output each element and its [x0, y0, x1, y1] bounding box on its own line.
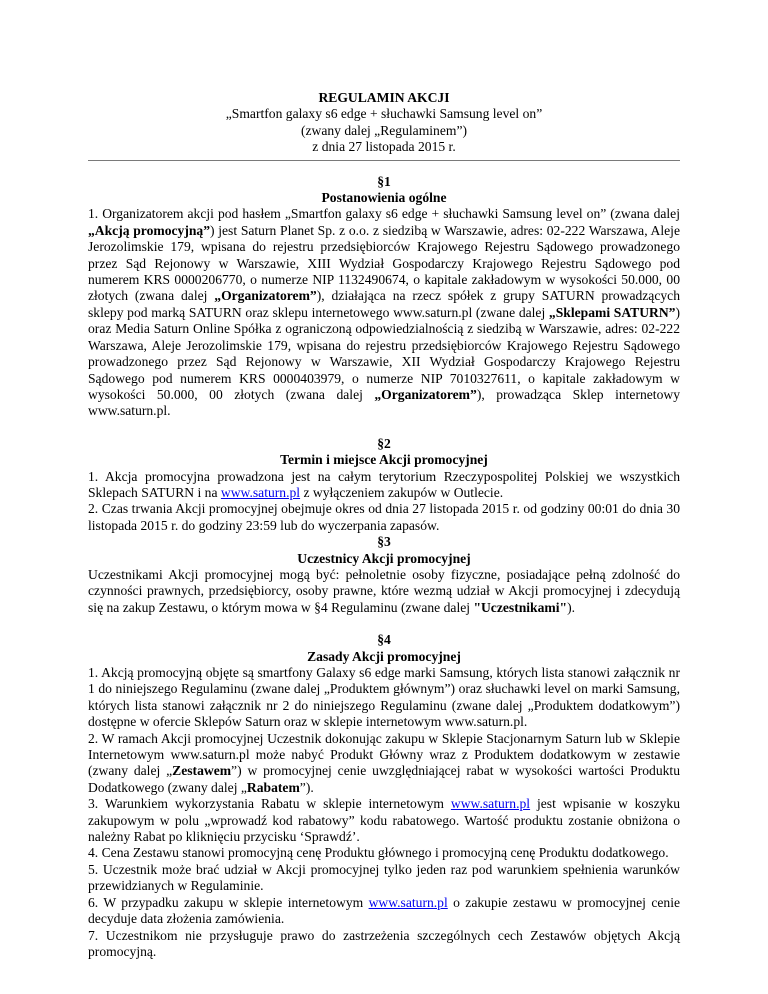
document-page — [88, 78, 680, 960]
section-2-number: §2 — [377, 435, 391, 451]
section-1-number: §1 — [377, 173, 391, 189]
document-subtitle: „Smartfon galaxy s6 edge + słuchawki Samsung level on” — [225, 106, 543, 122]
section-2-paragraph-1: 1. Akcja promocyjna prowadzona jest na całym terytorium Rzeczypospolitej Polskiej we wszystkich Sklepach SATURN i na www.saturn.pl z wyłączeniem zakupów w Outlecie. — [88, 468, 680, 500]
section-4-title: Zasady Akcji promocyjnej — [307, 648, 461, 664]
section-1-paragraph: 1. Organizatorem akcji pod hasłem „Smartfon galaxy s6 edge + słuchawki Samsung level on” (zwana dalej „Akcją promocyjną”) jest Saturn Planet Sp. z o.o. z siedzibą w Warszawie, adres: 02-222 Warszawa, Aleje Jerozolimskie 179, wpisana do rejestru przedsiębiorców Krajowego Rejestru Sądowego prowadzonego przez Sąd Rejonowy w Warszawie, XIII Wydział Gospodarczy Krajowego Rejestru Sądowego pod numerem KRS 0000206770, o numerze NIP 1132490674, o kapitale zakładowym w wysokości 50.000, 00 złotych (zwana dalej „Organizatorem”), działająca na rzecz spółek z grupy SATURN prowadzących sklepy pod marką SATURN oraz sklepu internetowego www.saturn.pl (zwane dalej „Sklepami SATURN”) oraz Media Saturn Online Spółka z ograniczoną odpowiedzialnością z siedzibą w Warszawie, adres: 02-222 Warszawa, Aleje Jerozolimskie 179, wpisana do rejestru przedsiębiorców Krajowego Rejestru Sądowego prowadzonego przez Sąd Rejonowy w Warszawie, XII Wydział Gospodarczy Krajowego Rejestru Sądowego pod numerem KRS 0000403979, o numerze NIP 7010327611, o kapitale zakładowym w wysokości 50.000, 00 złotych (zwana dalej „Organizatorem”), prowadząca Sklep internetowy www.saturn.pl. — [88, 206, 680, 419]
section-4-paragraph-5: 5. Uczestnik może brać udział w Akcji promocyjnej tylko jeden raz pod warunkiem spełnienia warunków przewidzianych w Regulaminie. — [88, 861, 680, 894]
section-1-title: Postanowienia ogólne — [321, 190, 447, 206]
section-3-paragraph: Uczestnikami Akcji promocyjnej mogą być: pełnoletnie osoby fizyczne, posiadające pełną zdolność do czynności prawnych, przedsiębiorcy, osoby prawne, które wezmą udział w Akcji promocyjnej i zdecydują się na zakup Zestawu, o którym mowa w §4 Regulaminu (zwane dalej "Uczestnikami"). — [88, 566, 680, 615]
section-4-paragraph-3: 3. Warunkiem wykorzystania Rabatu w sklepie internetowym www.saturn.pl jest wpisanie w koszyku zakupowym w polu „wprowadź kod rabatowy” kodu rabatowego. Wartość produktu zostanie obniżona o należny Rabat po kliknięciu przycisku ‘Sprawdź’. — [88, 796, 680, 845]
saturn-link[interactable]: www.saturn.pl — [220, 484, 301, 500]
section-4-paragraph-2: 2. W ramach Akcji promocyjnej Uczestnik dokonując zakupu w Sklepie Stacjonarnym Saturn lub w Sklepie Internetowym www.saturn.pl może nabyć Produkt Główny wraz z Produktem dodatkowym w zestawie (zwany dalej „Zestawem”) w promocyjnej cenie uwzględniającej rabat w wysokości wartości Produktu Dodatkowego (zwany dalej „Rabatem”). — [88, 730, 680, 795]
saturn-link[interactable]: www.saturn.pl — [368, 894, 448, 910]
section-4-paragraph-4: 4. Cena Zestawu stanowi promocyjną cenę Produktu głównego i promocyjną cenę Produktu dodatkowego. — [88, 845, 669, 861]
section-3-number: §3 — [377, 534, 391, 550]
section-2-title: Termin i miejsce Akcji promocyjnej — [280, 452, 488, 468]
section-3-title: Uczestnicy Akcji promocyjnej — [297, 550, 471, 566]
saturn-link[interactable]: www.saturn.pl — [450, 796, 531, 812]
section-4-number: §4 — [377, 632, 391, 648]
document-called: (zwany dalej „Regulaminem”) — [300, 122, 468, 138]
section-4-paragraph-1: 1. Akcją promocyjną objęte są smartfony Galaxy s6 edge marki Samsung, których lista stanowi załącznik nr 1 do niniejszego Regulaminu (zwane dalej „Produktem głównym”) oraz słuchawki level on marki Samsung, których lista stanowi załącznik nr 2 do niniejszego Regulaminu (zwane dalej „Produktem dodatkowym”) dostępne w ofercie Sklepów Saturn oraz w sklepie internetowym www.saturn.pl. — [88, 665, 680, 730]
section-4-paragraph-6: 6. W przypadku zakupu w sklepie internetowym www.saturn.pl o zakupie zestawu w promocyjnej cenie decyduje data złożenia zamówienia. — [88, 894, 681, 927]
document-title: REGULAMIN AKCJI — [318, 90, 450, 105]
document-date: z dnia 27 listopada 2015 r. — [312, 139, 456, 155]
section-4-paragraph-7: 7. Uczestnikom nie przysługuje prawo do zastrzeżenia szczególnych cech Zestawów objętych Akcją promocyjną. — [88, 927, 680, 959]
section-2-paragraph-2: 2. Czas trwania Akcji promocyjnej obejmuje okres od dnia 27 listopada 2015 r. od godziny 00:01 do dnia 30 listopada 2015 r. do godziny 23:59 lub do wyczerpania zapasów. — [88, 501, 680, 533]
